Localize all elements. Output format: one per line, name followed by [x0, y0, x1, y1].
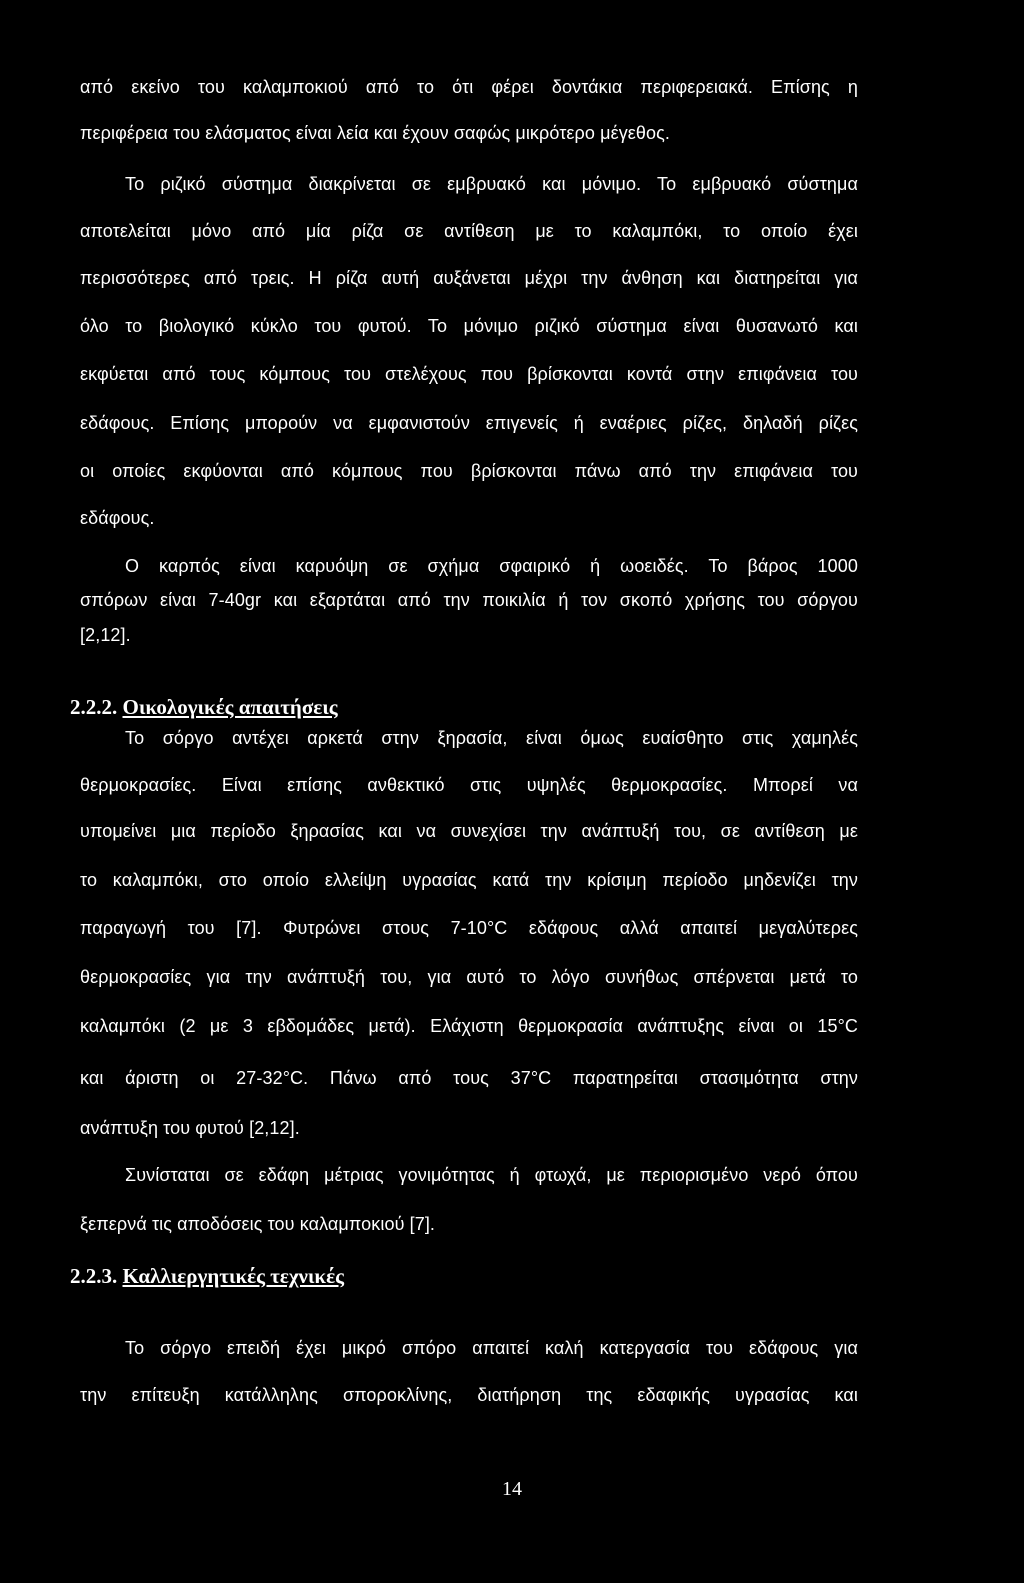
text-line: αποτελείται μόνο από μία ρίζα σε αντίθεση με το καλαμπόκι, το οποίο έχει: [80, 221, 858, 241]
text-line: Ο καρπός είναι καρυόψη σε σχήμα σφαιρικό ή ωοειδές. Το βάρος 1000: [125, 556, 858, 576]
text-line: εδάφους.: [80, 508, 155, 528]
text-line: καλαμπόκι (2 με 3 εβδομάδες μετά). Ελάχιστη θερμοκρασία ανάπτυξης είναι οι 15°C: [80, 1016, 858, 1036]
page-number: 14: [502, 1478, 522, 1500]
text-line: Συνίσταται σε εδάφη μέτριας γονιμότητας ή φτωχά, με περιορισμένο νερό όπου: [125, 1165, 858, 1185]
text-line: Το σόργο αντέχει αρκετά στην ξηρασία, είναι όμως ευαίσθητο στις χαμηλές: [125, 728, 858, 748]
text-line: θερμοκρασίες για την ανάπτυξή του, για αυτό το λόγο συνήθως σπέρνεται μετά το: [80, 967, 858, 987]
text-line: [2,12].: [80, 625, 131, 645]
text-line: οι οποίες εκφύονται από κόμπους που βρίσκονται πάνω από την επιφάνεια του: [80, 461, 858, 481]
text-line: ανάπτυξη του φυτού [2,12].: [80, 1118, 300, 1138]
text-line: ξεπερνά τις αποδόσεις του καλαμποκιού [7].: [80, 1214, 436, 1234]
text-line: Το σόργο επειδή έχει μικρό σπόρο απαιτεί καλή κατεργασία του εδάφους για: [125, 1338, 858, 1358]
text-line: σπόρων είναι 7-40gr και εξαρτάται από την ποικιλία ή τον σκοπό χρήσης του σόργου: [80, 590, 858, 610]
text-line: περιφέρεια του ελάσματος είναι λεία και έχουν σαφώς μικρότερο μέγεθος.: [80, 123, 671, 143]
section-title: Οικολογικές απαιτήσεις: [122, 695, 338, 719]
text-line: όλο το βιολογικό κύκλο του φυτού. Το μόνιμο ριζικό σύστημα είναι θυσανωτό και: [80, 316, 858, 336]
text-line: θερμοκρασίες. Είναι επίσης ανθεκτικό στις υψηλές θερμοκρασίες. Μπορεί να: [80, 775, 858, 795]
text-line: εκφύεται από τους κόμπους του στελέχους που βρίσκονται κοντά στην επιφάνεια του: [80, 364, 858, 384]
text-line: το καλαμπόκι, στο οποίο ελλείψη υγρασίας κατά την κρίσιμη περίοδο μηδενίζει την: [80, 870, 858, 890]
text-line: και άριστη οι 27-32°C. Πάνω από τους 37°C παρατηρείται στασιμότητα στην: [80, 1068, 858, 1088]
text-line: την επίτευξη κατάλληλης σποροκλίνης, διατήρηση της εδαφικής υγρασίας και: [80, 1385, 858, 1405]
section-number: 2.2.2.: [70, 695, 118, 719]
section-heading: [70, 694, 338, 720]
text-line: παραγωγή του [7]. Φυτρώνει στους 7-10°C εδάφους αλλά απαιτεί μεγαλύτερες: [80, 918, 858, 938]
text-line: από εκείνο του καλαμποκιού από το ότι φέρει δοντάκια περιφερειακά. Επίσης η: [80, 77, 858, 97]
section-title: Καλλιεργητικές τεχνικές: [122, 1264, 344, 1288]
section-heading: [70, 1263, 344, 1289]
text-line: περισσότερες από τρεις. Η ρίζα αυτή αυξάνεται μέχρι την άνθηση και διατηρείται για: [80, 268, 858, 288]
section-number: 2.2.3.: [70, 1264, 118, 1288]
text-line: Το ριζικό σύστημα διακρίνεται σε εμβρυακό και μόνιμο. Το εμβρυακό σύστημα: [125, 174, 858, 194]
text-line: εδάφους. Επίσης μπορούν να εμφανιστούν επιγενείς ή εναέριες ρίζες, δηλαδή ρίζες: [80, 413, 858, 433]
text-line: υπομείνει μια περίοδο ξηρασίας και να συνεχίσει την ανάπτυξή του, σε αντίθεση με: [80, 821, 858, 841]
